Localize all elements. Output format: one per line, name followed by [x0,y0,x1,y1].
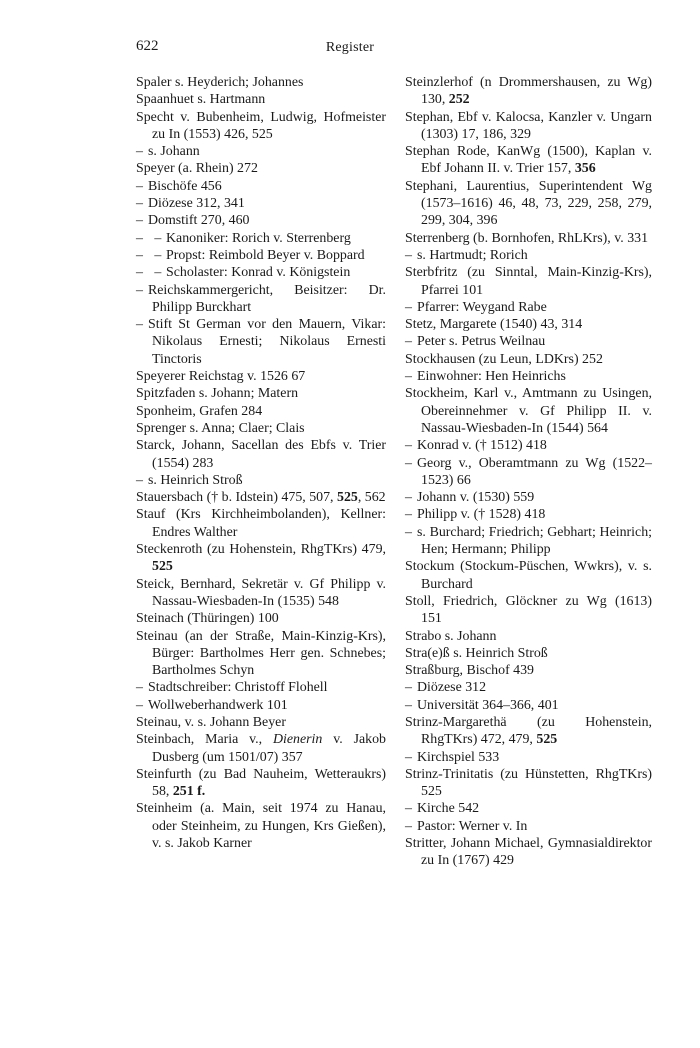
index-entry [405,766,652,801]
entry-text: Stockheim, Karl v., Amtmann zu Usingen, Obereinnehmer v. Gf Philipp II. v. Nassau-Wiesbaden-In (1544) 564 [405,386,652,436]
entry-text: Pfarrer: Weygand Rabe [417,299,547,315]
entry-text: Specht v. Bubenheim, Ludwig, Hofmeister zu In (1553) 426, 525 [136,109,386,142]
index-entry [136,195,386,212]
index-entry [136,91,386,108]
index-entry [405,645,652,662]
sub-entry-dash: – [136,213,143,229]
entry-text: Pastor: Werner v. In [417,818,528,834]
entry-text: 251 f. [172,784,206,800]
index-entry [136,679,386,696]
index-entry [136,316,386,368]
entry-text: Philipp v. († 1528) 418 [417,507,546,523]
entry-text: Kanoniker: Rorich v. Sterrenberg [166,230,351,246]
entry-text: Reichskammergericht, Beisitzer: Dr. Philipp Burckhart [148,282,386,315]
sub-entry-dash: – [136,196,143,212]
index-entry [405,800,652,817]
index-entry [405,697,652,714]
index-entry [136,264,386,281]
running-title: Register [325,40,375,55]
entry-text: 525 [152,559,173,575]
entry-text: Stauersbach († b. Idstein) 475, 507, [136,490,337,506]
sub-entry-dash: – [136,178,143,194]
sub-entry-dash: – – [136,230,166,246]
index-entry [136,610,386,627]
entry-text: Spitzfaden s. Johann; Matern [136,386,299,402]
index-entry [405,749,652,766]
index-entry [405,714,652,749]
entry-text: Spaanhuet s. Hartmann [136,92,266,108]
entry-text: Stoll, Friedrich, Glöckner zu Wg (1613) 151 [405,593,652,627]
index-entry [405,316,652,333]
index-entry [405,593,652,628]
index-entry [136,420,386,437]
entry-text: Domstift 270, 460 [148,213,250,229]
index-entry [405,247,652,264]
entry-text: Sprenger s. Anna; Claer; Clais [136,420,305,436]
entry-text: Strabo s. Johann [405,628,497,644]
sub-entry-dash: – [405,801,412,817]
index-entry [405,558,652,593]
index-entry [136,731,386,766]
entry-text: v. Jakob Dusberg (um 1501/07) 357 [152,732,386,765]
entry-text: Spaler s. Heyderich; Johannes [136,75,304,90]
index-column-right [405,74,652,870]
entry-text: Diözese 312, 341 [148,196,245,212]
entry-text: Steinau (an der Straße, Main-Kinzig-Krs), Bürger: Bartholmes Herr gen. Schnebes; Bartholmes Schyn [136,628,386,679]
index-entry [405,524,652,559]
index-column-left [136,74,386,852]
index-entry [405,385,652,437]
entry-text: Bischöfe 456 [148,178,222,194]
entry-text: Sterrenberg (b. Bornhofen, RhLKrs), v. 331 [405,230,649,246]
sub-entry-dash: – [405,438,412,454]
index-entry [136,697,386,714]
index-entry [405,437,652,454]
entry-text: Sterbfritz (zu Sinntal, Main-Kinzig-Krs), Pfarrei 101 [405,265,652,298]
entry-text: Sponheim, Grafen 284 [136,403,263,419]
entry-text: s. Johann [148,144,200,160]
index-entry [136,437,386,472]
index-entry [405,679,652,696]
sub-entry-dash: – [136,282,143,298]
sub-entry-dash: – [405,818,412,834]
entry-text: Stockum (Stockum-Püschen, Wwkrs), v. s. Burchard [405,559,652,592]
entry-text: s. Burchard; Friedrich; Gebhart; Heinrich; Hen; Hermann; Philipp [417,524,652,558]
index-entry [136,576,386,611]
index-entry [136,472,386,489]
entry-text: Georg v., Oberamtmann zu Wg (1522–1523) 66 [417,455,652,488]
index-entry [405,230,652,247]
entry-text: Stetz, Margarete (1540) 43, 314 [405,317,583,333]
entry-text: s. Hartmudt; Rorich [417,247,528,263]
entry-text: Stritter, Johann Michael, Gymnasialdirektor zu In (1767) 429 [405,836,652,869]
entry-text: Steinau, v. s. Johann Beyer [136,714,286,730]
entry-text: Starck, Johann, Sacellan des Ebfs v. Trier (1554) 283 [136,438,386,471]
sub-entry-dash: – [136,317,143,333]
entry-text: Einwohner: Hen Heinrichs [417,369,566,385]
index-entry [405,628,652,645]
entry-text: Stephani, Laurentius, Superintendent Wg (1573–1616) 46, 48, 73, 229, 258, 279, 299, 304, 396 [405,178,652,229]
index-entry [136,230,386,247]
index-entry [405,264,652,299]
entry-text: 525 [337,490,358,506]
entry-text: Stift St German vor den Mauern, Vikar: Nikolaus Ernesti; Nikolaus Ernesti Tinctoris [148,317,386,367]
index-entry [136,109,386,144]
entry-text: Steinbach, Maria v., [136,732,273,748]
sub-entry-dash: – [405,247,412,263]
index-entry [405,368,652,385]
entry-text: Scholaster: Konrad v. Königstein [166,265,351,281]
entry-text: Steckenroth (zu Hohenstein, RhgTKrs) 479, [136,542,386,558]
entry-text: Steinach (Thüringen) 100 [136,611,279,627]
entry-text: Straßburg, Bischof 439 [405,663,534,679]
sub-entry-dash: – [136,472,143,488]
index-entry [136,800,386,852]
entry-text: Steinzlerhof (n Drommershausen, zu Wg) 130, [405,75,652,108]
entry-text: Strinz-Margarethä (zu Hohenstein, RhgTKrs) 472, 479, [405,714,652,748]
entry-text: Stockhausen (zu Leun, LDKrs) 252 [405,351,603,367]
index-entry [405,506,652,523]
entry-text: Stadtschreiber: Christoff Flohell [148,680,328,696]
sub-entry-dash: – [405,334,412,350]
entry-text: Wollweberhandwerk 101 [148,697,288,713]
entry-text: Diözese 312 [417,680,487,696]
entry-text: Stauf (Krs Kirchheimbolanden), Kellner: Endres Walther [136,507,386,540]
entry-text: s. Heinrich Stroß [148,472,243,488]
index-entry [136,489,386,506]
entry-text: Steick, Bernhard, Sekretär v. Gf Philipp v. Nassau-Wiesbaden-In (1535) 548 [136,576,386,609]
sub-entry-dash: – [405,749,412,765]
sub-entry-dash: – [405,680,412,696]
sub-entry-dash: – – [136,247,166,263]
index-entry [405,74,652,109]
entry-text: 356 [574,161,596,177]
sub-entry-dash: – [405,490,412,506]
entry-text: Stephan Rode, KanWg (1500), Kaplan v. Ebf Johann II. v. Trier 157, [405,144,652,177]
entry-text: Dienerin [272,732,323,748]
index-entry [136,282,386,317]
index-entry [136,385,386,402]
sub-entry-dash: – [405,455,412,471]
entry-text: 525 [536,732,558,748]
entry-text: Stra(e)ß s. Heinrich Stroß [405,645,548,661]
entry-text: Steinheim (a. Main, seit 1974 zu Hanau, oder Steinheim, zu Hungen, Krs Gießen), v. s. Jakob Karner [136,801,386,852]
sub-entry-dash: – [136,680,143,696]
index-entry [405,178,652,230]
index-entry [136,403,386,420]
entry-text: , 562 [357,490,386,506]
entry-text: Speyerer Reichstag v. 1526 67 [136,369,306,385]
entry-text: Strinz-Trinitatis (zu Hünstetten, RhgTKrs) 525 [405,766,652,800]
entry-text: Johann v. (1530) 559 [417,490,535,506]
index-entry [405,662,652,679]
entry-text: Propst: Reimbold Beyer v. Boppard [166,247,365,263]
index-entry [136,178,386,195]
entry-text: Stephan, Ebf v. Kalocsa, Kanzler v. Ungarn (1303) 17, 186, 329 [405,109,652,142]
index-entry [136,714,386,731]
sub-entry-dash: – [405,507,412,523]
index-entry [136,368,386,385]
index-entry [405,333,652,350]
entry-text: Steinfurth (zu Bad Nauheim, Wetteraukrs) 58, [136,766,386,800]
sub-entry-dash: – [405,524,412,540]
page-number: 622 [136,38,159,54]
index-entry [405,455,652,490]
entry-text: Universität 364–366, 401 [417,697,559,713]
index-entry [136,506,386,541]
index-entry [405,143,652,178]
index-entry [405,489,652,506]
entry-text: 252 [448,92,470,108]
index-entry [136,160,386,177]
index-entry [405,109,652,144]
sub-entry-dash: – [405,299,412,315]
entry-text: Speyer (a. Rhein) 272 [136,161,258,177]
index-entry [136,766,386,801]
index-entry [405,818,652,835]
entry-text: Kirche 542 [417,801,480,817]
entry-text: Peter s. Petrus Weilnau [417,334,546,350]
sub-entry-dash: – [405,369,412,385]
sub-entry-dash: – [136,144,143,160]
entry-text: Konrad v. († 1512) 418 [417,438,547,454]
sub-entry-dash: – – [136,265,166,281]
index-entry [405,299,652,316]
index-entry [136,143,386,160]
sub-entry-dash: – [405,697,412,713]
index-entry [405,351,652,368]
entry-text: Kirchspiel 533 [417,749,500,765]
index-entry [136,628,386,680]
index-entry [405,835,652,870]
index-entry [136,247,386,264]
index-entry [136,74,386,91]
index-entry [136,541,386,576]
index-entry [136,212,386,229]
sub-entry-dash: – [136,697,143,713]
